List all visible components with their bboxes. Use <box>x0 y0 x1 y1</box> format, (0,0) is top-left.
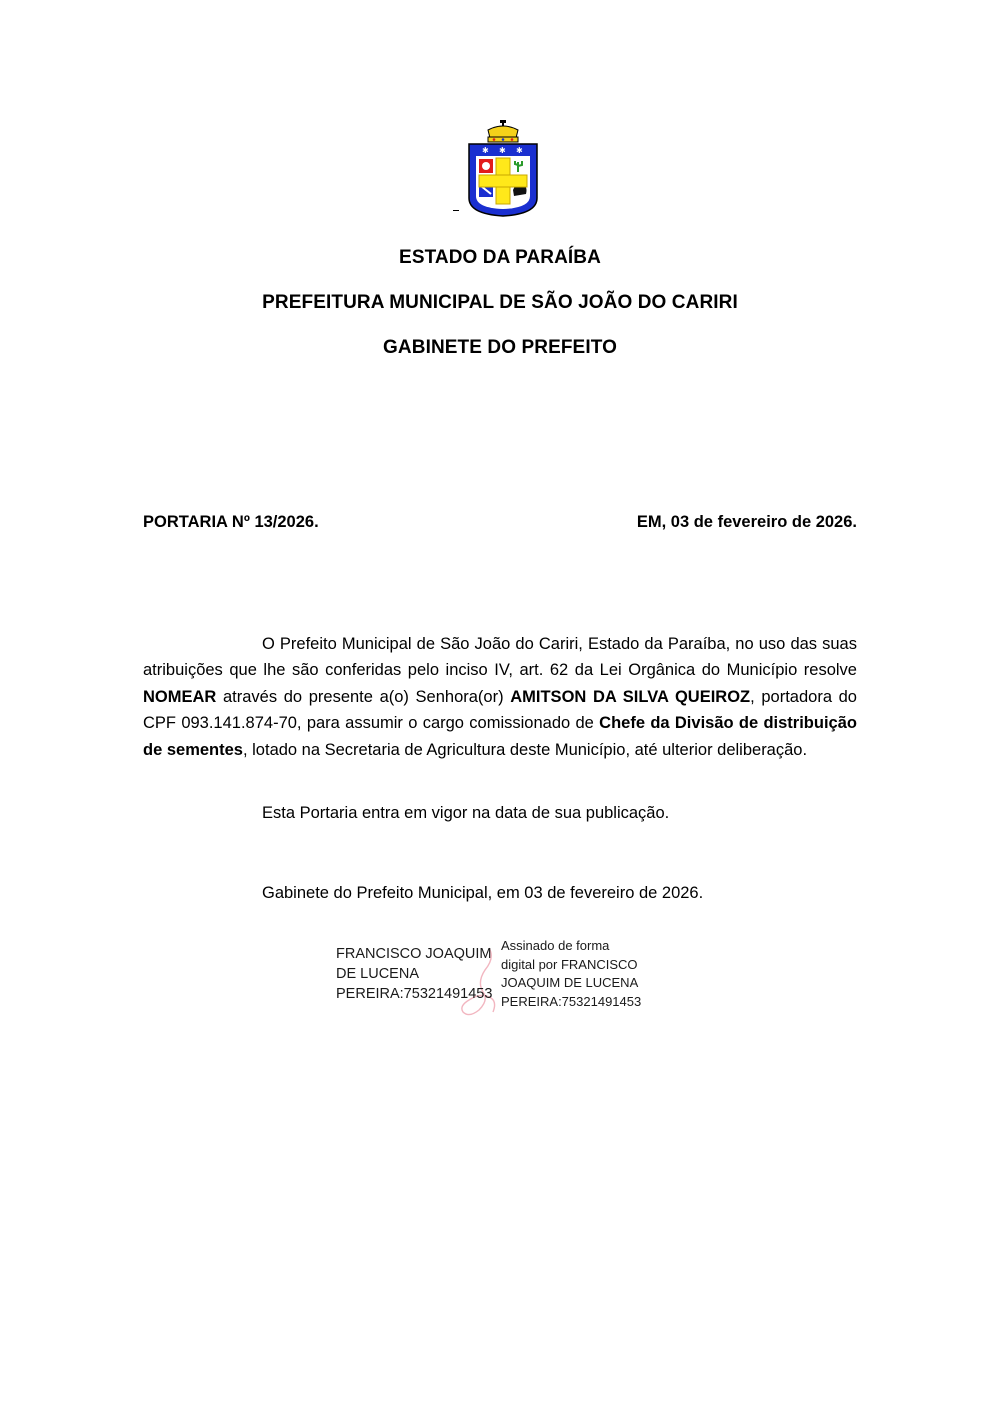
coat-of-arms-icon <box>466 120 540 218</box>
signature-note-line: digital por FRANCISCO <box>501 956 638 972</box>
portaria-date: EM, 03 de fevereiro de 2026. <box>636 513 857 531</box>
svg-text:✱: ✱ <box>499 146 506 155</box>
signature-note-line: Assinado de forma <box>501 938 610 953</box>
signer-name-line: FRANCISCO JOAQUIM <box>336 946 492 962</box>
action-nomear: NOMEAR <box>143 687 217 706</box>
digital-signature-note <box>501 937 661 1011</box>
signer-name-line: PEREIRA:75321491453 <box>336 986 493 1002</box>
position-title: Chefe da Divisão de distribuição de sementes <box>143 714 857 759</box>
svg-text:✱: ✱ <box>516 146 523 155</box>
svg-text:✱: ✱ <box>482 146 489 155</box>
closing-line: Gabinete do Prefeito Municipal, em 03 de fevereiro de 2026. <box>262 884 704 902</box>
appointee-name: AMITSON DA SILVA QUEIROZ <box>510 687 751 706</box>
body-text-3: , portadora do CPF 093.141.874-70, para assumir o cargo comissionado de <box>143 687 857 733</box>
signer-name <box>336 944 506 1004</box>
header-prefeitura: PREFEITURA MUNICIPAL DE SÃO JOÃO DO CARIRI <box>262 292 738 313</box>
body-text-2: através do presente a(o) Senhora(or) <box>216 687 511 706</box>
body-text-1: O Prefeito Municipal de São João do Cariri, Estado da Paraíba, no uso das suas atribuições que lhe são conferidas pelo inciso IV, art. 62 da Lei Orgânica do Município resolve <box>143 635 857 680</box>
portaria-number: PORTARIA Nº 13/2026. <box>143 513 319 531</box>
header-state: ESTADO DA PARAÍBA <box>399 247 601 268</box>
body-paragraph <box>143 631 857 763</box>
body-text-4: , lotado na Secretaria de Agricultura deste Município, até ulterior deliberação. <box>242 740 808 759</box>
divider <box>453 210 459 211</box>
signature-note-line: JOAQUIM DE LUCENA <box>501 975 639 990</box>
header-gabinete: GABINETE DO PREFEITO <box>383 337 617 358</box>
signer-name-line: DE LUCENA <box>336 966 419 982</box>
effective-statement: Esta Portaria entra em vigor na data de sua publicação. <box>262 804 670 822</box>
signature-note-line: PEREIRA:75321491453 <box>501 993 642 1009</box>
